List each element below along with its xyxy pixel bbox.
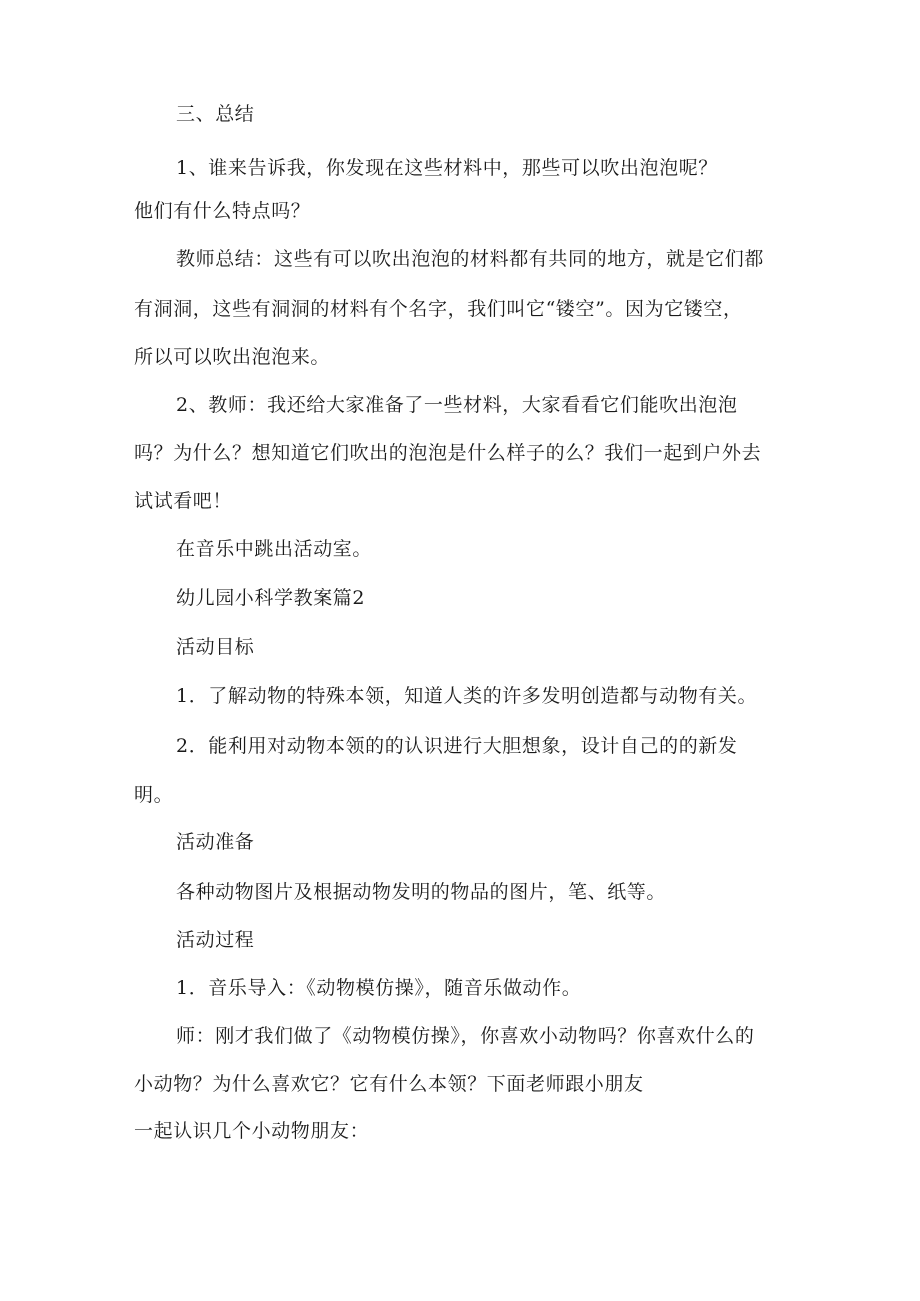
paragraph-line: 一起认识几个小动物朋友： bbox=[134, 1120, 370, 1142]
paragraph-line: 小动物？为什么喜欢它？它有什么本领？下面老师跟小朋友 bbox=[134, 1073, 644, 1095]
list-item: 1．了解动物的特殊本领，知道人类的许多发明创造都与动物有关。 bbox=[176, 685, 758, 707]
paragraph-line: 明。 bbox=[134, 784, 174, 806]
paragraph-line: 所以可以吹出泡泡来。 bbox=[134, 346, 331, 368]
section-heading-summary: 三、总结 bbox=[176, 103, 255, 125]
list-item: 2．能利用对动物本领的的认识进行大胆想象，设计自己的的新发 bbox=[176, 735, 738, 757]
paragraph-line: 有洞洞，这些有洞洞的材料有个名字，我们叫它“镂空”。因为它镂空， bbox=[134, 298, 743, 320]
subheading-activity-goals: 活动目标 bbox=[176, 636, 255, 658]
paragraph-line: 教师总结：这些有可以吹出泡泡的材料都有共同的地方，就是它们都 bbox=[176, 248, 765, 270]
paragraph-line: 2、教师：我还给大家准备了一些材料，大家看看它们能吹出泡泡 bbox=[176, 394, 738, 416]
paragraph-line: 他们有什么特点吗？ bbox=[134, 200, 311, 222]
subheading-activity-preparation: 活动准备 bbox=[176, 831, 255, 853]
paragraph-line: 各种动物图片及根据动物发明的物品的图片，笔、纸等。 bbox=[176, 881, 667, 903]
paragraph-line: 1、谁来告诉我，你发现在这些材料中，那些可以吹出泡泡呢？ bbox=[176, 157, 718, 179]
paragraph-line: 在音乐中跳出活动室。 bbox=[176, 538, 373, 560]
paragraph-line: 试试看吧！ bbox=[134, 490, 233, 512]
section-title-lesson-2: 幼儿园小科学教案篇2 bbox=[176, 587, 366, 609]
subheading-activity-process: 活动过程 bbox=[176, 929, 255, 951]
paragraph-line: 吗？为什么？想知道它们吹出的泡泡是什么样子的么？我们一起到户外去 bbox=[134, 442, 762, 464]
list-item: 1．音乐导入：《动物模仿操》，随音乐做动作。 bbox=[176, 977, 582, 999]
paragraph-line: 师：刚才我们做了《动物模仿操》，你喜欢小动物吗？你喜欢什么的 bbox=[176, 1025, 755, 1047]
